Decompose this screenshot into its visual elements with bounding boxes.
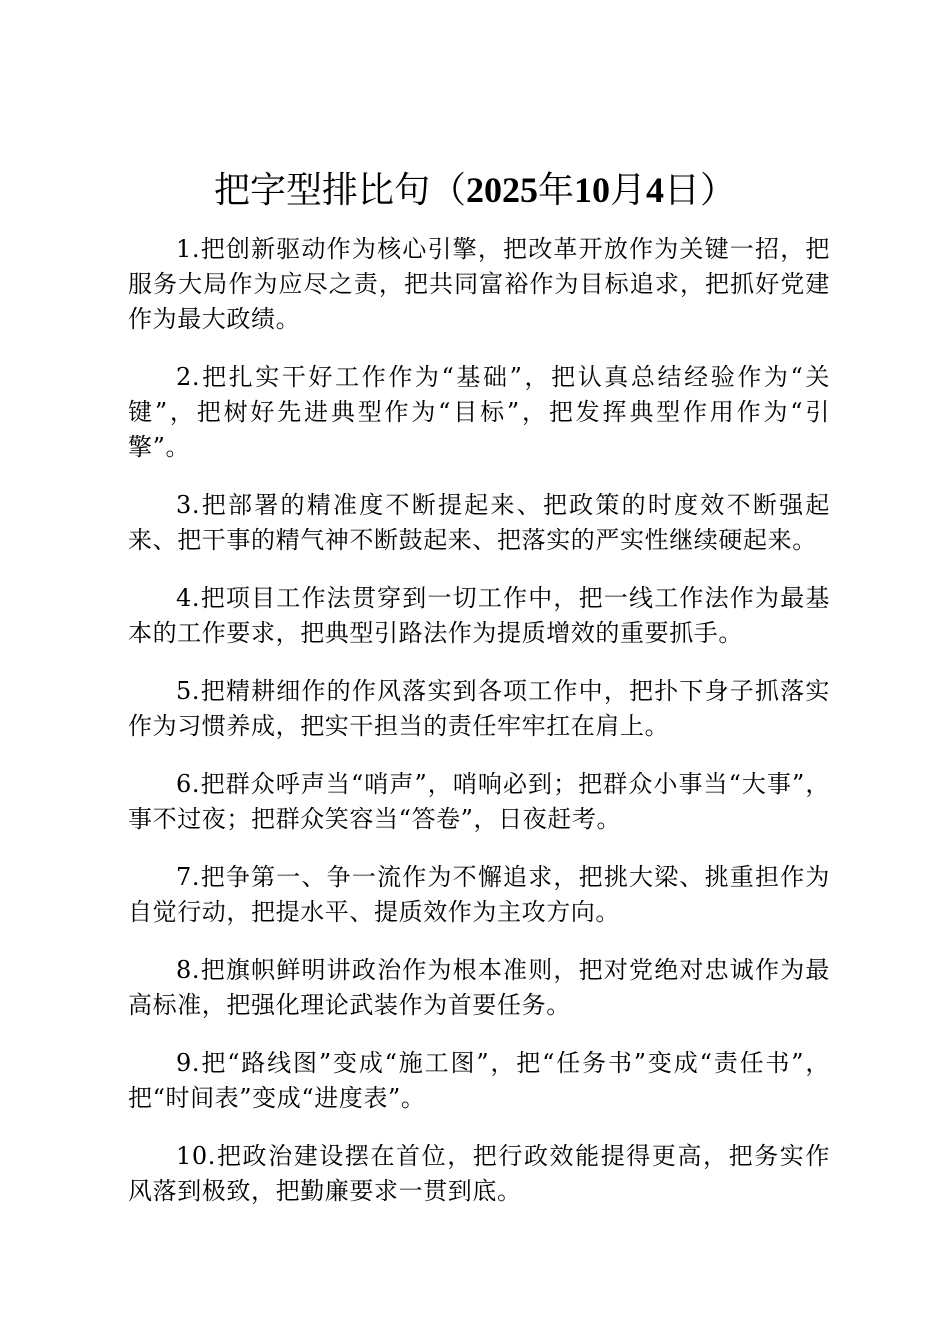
paragraph-1: 1.把创新驱动作为核心引擎，把改革开放作为关键一招，把服务大局作为应尽之责，把共同富裕作为目标追求，把抓好党建作为最大政绩。 <box>128 235 830 333</box>
paragraph-4: 4.把项目工作法贯穿到一切工作中，把一线工作法作为最基本的工作要求，把典型引路法作为提质增效的重要抓手。 <box>128 584 830 647</box>
document-body <box>128 232 830 1232</box>
title-day-unit: 日） <box>664 170 737 211</box>
paragraph-5: 5.把精耕细作的作风落实到各项工作中，把扑下身子抓落实作为习惯养成，把实干担当的责任牢牢扛在肩上。 <box>128 677 830 740</box>
paragraph-8: 8.把旗帜鲜明讲政治作为根本准则，把对党绝对忠诚作为最高标准，把强化理论武装作为首要任务。 <box>128 956 830 1019</box>
paragraph-6: 6.把群众呼声当“哨声”，哨响必到；把群众小事当“大事”，事不过夜；把群众笑容当“答卷”，日夜赶考。 <box>128 770 830 833</box>
document-title <box>0 166 950 215</box>
paragraph-9: 9.把“路线图”变成“施工图”，把“任务书”变成“责任书”，把“时间表”变成“进度表”。 <box>128 1049 830 1112</box>
paragraph-3: 3.把部署的精准度不断提起来、把政策的时度效不断强起来、把干事的精气神不断鼓起来、把落实的严实性继续硬起来。 <box>128 491 830 554</box>
title-month-unit: 月 <box>610 170 647 211</box>
paragraph-10: 10.把政治建设摆在首位，把行政效能提得更高，把务实作风落到极致，把勤廉要求一贯到底。 <box>128 1142 830 1205</box>
paragraph-7: 7.把争第一、争一流作为不懈追求，把挑大梁、挑重担作为自觉行动，把提水平、提质效作为主攻方向。 <box>128 863 830 926</box>
title-year: 2025 <box>465 170 538 210</box>
title-year-unit: 年 <box>537 170 574 211</box>
title-text: 把字型排比句（ <box>213 170 466 211</box>
paragraph-2: 2.把扎实干好工作作为“基础”，把认真总结经验作为“关键”，把树好先进典型作为“目标”，把发挥典型作用作为“引擎”。 <box>128 363 830 461</box>
title-day: 4 <box>646 170 665 210</box>
title-month: 10 <box>574 170 610 210</box>
